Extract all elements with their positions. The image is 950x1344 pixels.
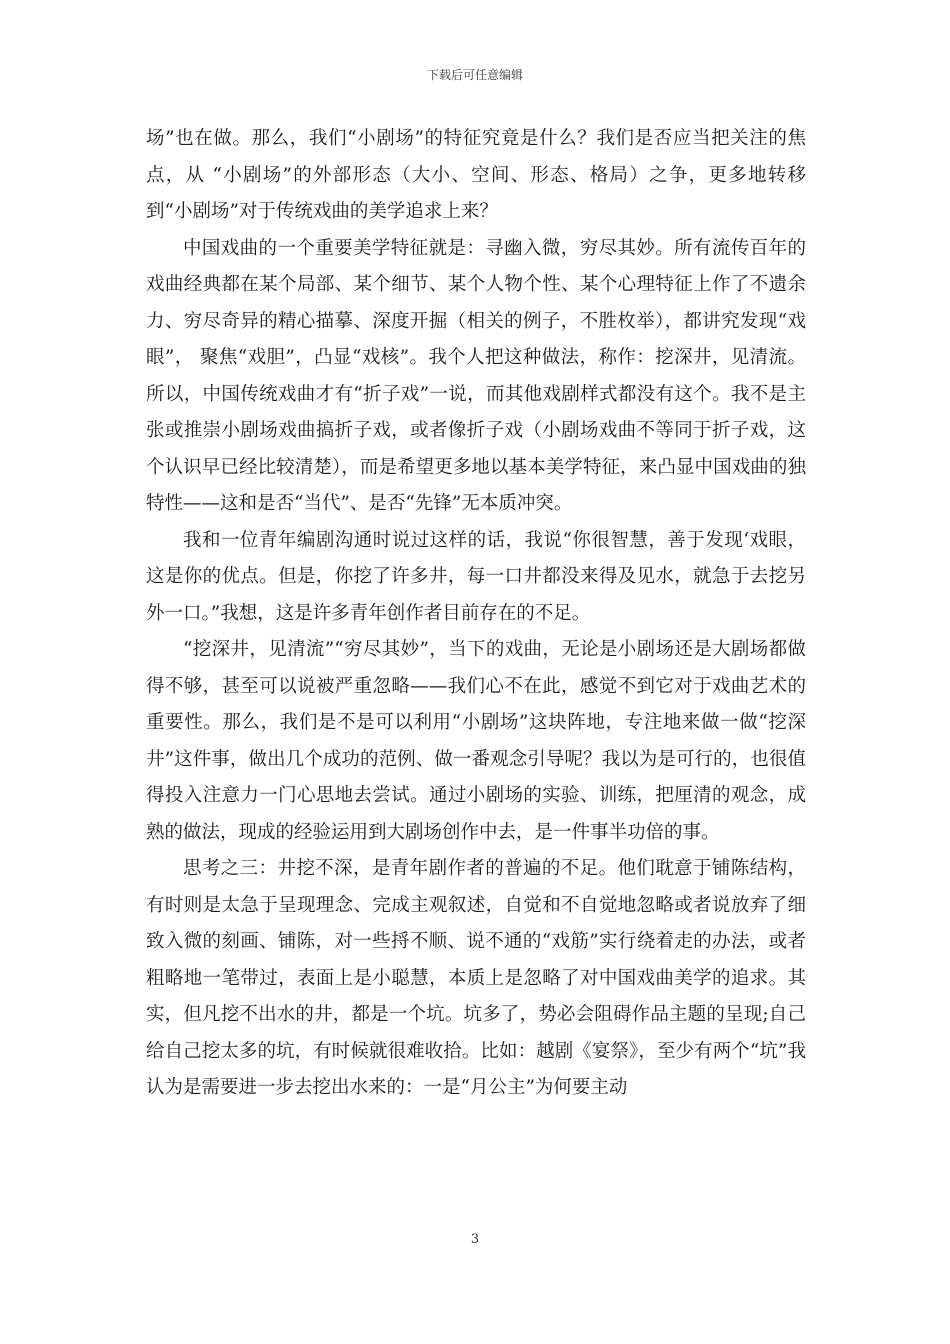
paragraph: 我和一位青年编剧沟通时说过这样的话，我说“你很智慧，善于发现‘戏眼，这是你的优点。但是，你挖了许多井，每一口井都没来得及见水，就急于去挖另外一口。”我想，这是许多青年创作者目前存在的不足。 xyxy=(146,529,806,624)
paragraph: 场”也在做。那么，我们“小剧场”的特征究竟是什么？我们是否应当把关注的焦点，从 “小剧场”的外部形态（大小、空间、形态、格局）之争，更多地转移到“小剧场”对于传统戏曲的美学追求上来？ xyxy=(146,128,806,222)
paragraph: 思考之三：井挖不深，是青年剧作者的普遍的不足。他们耽意于铺陈结构，有时则是太急于呈现理念、完成主观叙述，自觉和不自觉地忽略或者说放弃了细致入微的刻画、铺陈，对一些捋不顺、说不通的“戏筋”实行绕着走的办法，或者粗略地一笔带过，表面上是小聪慧，本质上是忽略了对中国戏曲美学的追求。其实，但凡挖不出水的井，都是一个坑。坑多了，势必会阻碍作品主题的呈现;自己给自己挖太多的坑，有时候就很难收拾。比如：越剧《宴祭》，至少有两个“坑”我认为是需要进一步去挖出水来的：一是“月公主”为何要主动 xyxy=(146,858,806,1098)
paragraph: 中国戏曲的一个重要美学特征就是：寻幽入微，穷尽其妙。所有流传百年的戏曲经典都在某个局部、某个细节、某个人物个性、某个心理特征上作了不遗余力、穷尽奇异的精心描摹、深度开掘（相关的例子，不胜枚举），都讲究发现“戏眼”， 聚焦“戏胆”，凸显“戏核”。我个人把这种做法，称作：挖深井，见清流。所以，中国传统戏曲才有“折子戏”一说，而其他戏剧样式都没有这个。我不是主张或推崇小剧场戏曲搞折子戏，或者像折子戏（小剧场戏曲不等同于折子戏，这个认识早已经比较清楚），而是希望更多地以基本美学特征，来凸显中国戏曲的独特性——这和是否“当代”、是否“先锋”无本质冲突。 xyxy=(146,237,806,514)
page-header: 下载后可任意编辑 xyxy=(426,68,523,82)
paragraph: “挖深井，见清流”“穷尽其妙”，当下的戏曲，无论是小剧场还是大剧场都做得不够，甚至可以说被严重忽略——我们心不在此，感觉不到它对于戏曲艺术的重要性。那么，我们是不是可以利用“小剧场”这块阵地，专注地来做一做“挖深井”这件事，做出几个成功的范例、做一番观念引导呢？我以为是可行的，也很值得投入注意力一门心思地去尝试。通过小剧场的实验、训练，把厘清的观念，成熟的做法，现成的经验运用到大剧场创作中去，是一件事半功倍的事。 xyxy=(146,639,806,843)
page-number: 3 xyxy=(470,1232,480,1247)
document-body xyxy=(146,121,806,1107)
